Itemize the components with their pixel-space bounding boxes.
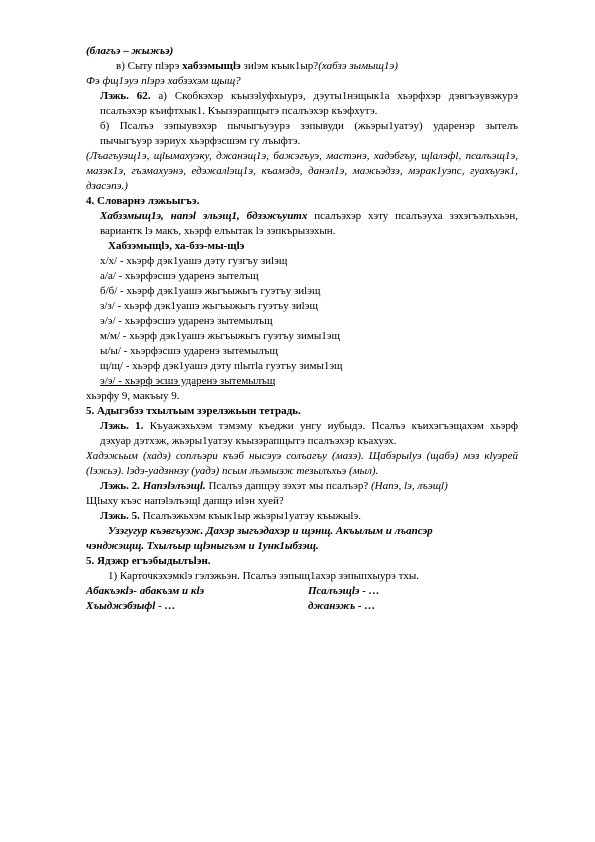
text-line: (благъэ – жыжьэ) <box>86 45 174 57</box>
paragraph: Лэжь. 62. а) Скобкэхэр къызэlуфхыурэ, дэуты1нэщык1а хьэрфхэр дэвгъэувэжурэ псалъэхэр къифтхык1. Къызэрапщытэ псалъэхэр къэфхутэ. <box>100 90 519 117</box>
exercise-item: Хъыджэбзыфl - … <box>86 600 176 612</box>
analysis-line: щ/щ/ - хьэрф дэк1уашэ дэту пlытlа гуэтъу зимы1эщ <box>100 360 343 372</box>
paragraph: Лэжь. 1. Къуажэхьхэм тэмэму къеджи унгу иубыдэ. Псалъэ къихэгъэщахэм хьэрф дэхуар дэтхэж, жьэры1уатэу къызэрапщытэ псалъэхэр къахуэх. <box>100 420 519 447</box>
text-line: 1) Карточкэхэмкlэ гэлэжьэн. Псалъэ зэпыщ1ахэр зэпыпхыурэ тхы. <box>108 570 420 582</box>
exercise-item: Абакъэкlэ- абакъэм и кlэ <box>86 585 205 597</box>
text-line: Хабзэмыщlэ, ха-бзэ-мы-щlэ <box>108 240 245 252</box>
paragraph: Лэжь. 2. Напэlэлъэщl. Псалъэ дапщэу зэхэт мы псалъэр? (Напэ, lэ, лъэщl) <box>100 480 448 492</box>
analysis-line: э/э/ - хьэрф эсшэ ударенэ зытемылъщ <box>100 375 276 387</box>
analysis-line: а/а/ - хьэрфэсшэ ударенэ зытелъщ <box>100 270 259 282</box>
text-line: в) Сыту пlэрэ хабзэмыщlэ зиlэм къык1ыр?(хабзэ зымыщ1э) <box>116 60 398 72</box>
document-page <box>86 44 518 614</box>
analysis-line: х/х/ - хьэрф дэк1уашэ дэту гузгъу зиlэщ <box>100 255 288 267</box>
analysis-line: з/з/ - хьэрф дэк1уашэ жьгъыжьгъ гуэтъу зиlэщ <box>100 300 318 312</box>
section-heading: 5. Ядэжр егъэбыдылъlэн. <box>86 555 211 567</box>
analysis-line: э/э/ - хьэрфэсшэ ударенэ зытемылъщ <box>100 315 273 327</box>
analysis-line: б/б/ - хьэрф дэк1уашэ жьгъыжьгъ гуэтъу зиlэщ <box>100 285 321 297</box>
exercise-row <box>86 584 518 599</box>
exercise-item: джанэжь - … <box>308 600 376 612</box>
analysis-line: м/м/ - хьэрф дэк1уашэ жьгъыжьгъ гуэтъу зимы1эщ <box>100 330 340 342</box>
text-line: чэнджэщщ. Тхылъыр щlэныгъэм и 1унк1ыбзэщ. <box>86 540 319 552</box>
analysis-line: ы/ы/ - хьэрфэсшэ ударенэ зытемылъщ <box>100 345 278 357</box>
paragraph: Хабзэмыщ1э, напэl эльэщ1, бдзэжъуитх псалъэхэр хэту псалъэуха зэхэгъэлъхьэн, вариантк lэ макъ, хьэрф елъытак lэ зэпкърызэхын. <box>100 210 519 237</box>
section-heading: 5. Адыгэбзэ тхылъым зэрелэжьын тетрадь. <box>86 405 301 417</box>
text-line: Фэ фщ1эуэ пlэрэ хабзэхэм щыщ? <box>86 75 241 87</box>
text-line: Лэжь. 5. Псалъэжьхэм къык1ыр жьэры1уатэу къыжыlэ. <box>100 510 361 522</box>
exercise-item: Псалъэщlэ - … <box>308 585 380 597</box>
exercise-row <box>86 599 518 614</box>
paragraph: б) Псалъэ зэпыувэхэр пычыгъуэурэ зэпывуди (жьэры1уатэу) ударенэр зытелъ пычыгъуэр зэриух хьэрфэсшэм гу лъыфтэ. <box>100 120 518 147</box>
text-line: хьэрфу 9, макъыу 9. <box>86 390 180 402</box>
text-line: Щlыху къэс напэlэлъэщl дапщэ иlэн хуей? <box>86 495 284 507</box>
text-line: Узэгугур къэвгъуэж. Дахэр зыгъэдахэр и щэнщ. Акъылым и лъапсэр <box>108 525 433 537</box>
phonetic-analysis <box>86 254 518 389</box>
paragraph: Хадэжьым (хадэ) соплъэри къэб нысэуэ солъагъу (мазэ). Щабэрыlуэ (щабэ) мэз кlуэрей (lэжьэ). lэдэ-уадзннзу (уадэ) псым лъэмыэж тезылъхьэ (мыл). <box>86 450 518 477</box>
word-list: (Лъагъуэщ1э, щlымахуэку, джанэщ1э, бажэгъуэ, мастэнэ, хадэбгъу, щlалэфl, псалъэщ1э, мазэк1э, гъэмахуэнэ, едэжалlэщ1э, къамэдэ, данэл1э, мажьэдзэ, мэрак1уэпс, гуахъуэк1, дзасэпэ.) <box>86 150 518 192</box>
section-heading: 4. Словарнэ лэжьыгъэ. <box>86 195 200 207</box>
